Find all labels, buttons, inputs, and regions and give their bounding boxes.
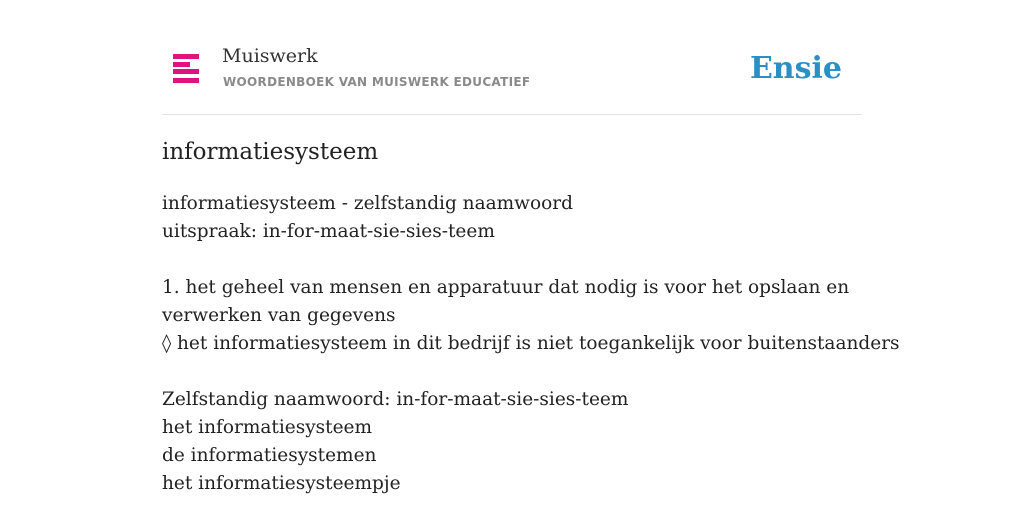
example-sentence: ◊ het informatiesysteem in dit bedrijf is niet toegankelijk voor buitenstaanders — [162, 333, 900, 354]
grammar-heading: Zelfstandig naamwoord: in-for-maat-sie-sies-teem — [162, 389, 629, 410]
muiswerk-logo-icon[interactable] — [173, 54, 201, 88]
pronunciation: uitspraak: in-for-maat-sie-sies-teem — [162, 221, 495, 242]
page-title: informatiesysteem — [162, 139, 379, 165]
word-form: het informatiesysteem — [162, 417, 373, 438]
spacer — [162, 246, 862, 274]
brand-subtitle: WOORDENBOEK VAN MUISWERK EDUCATIEF — [223, 75, 531, 89]
entry-body — [162, 190, 900, 498]
entry-content — [162, 134, 900, 498]
brand-name[interactable]: Muiswerk — [222, 45, 318, 67]
definition: 1. het geheel van mensen en apparatuur dat nodig is voor het opslaan en verwerken van gegevens — [162, 277, 850, 326]
spacer — [162, 358, 862, 386]
ensie-logo[interactable]: Ensie — [749, 51, 842, 86]
entry-headline: informatiesysteem - zelfstandig naamwoord — [162, 193, 573, 214]
site-header — [162, 0, 862, 115]
word-form: de informatiesystemen — [162, 445, 377, 466]
word-form: het informatiesysteempje — [162, 473, 401, 494]
